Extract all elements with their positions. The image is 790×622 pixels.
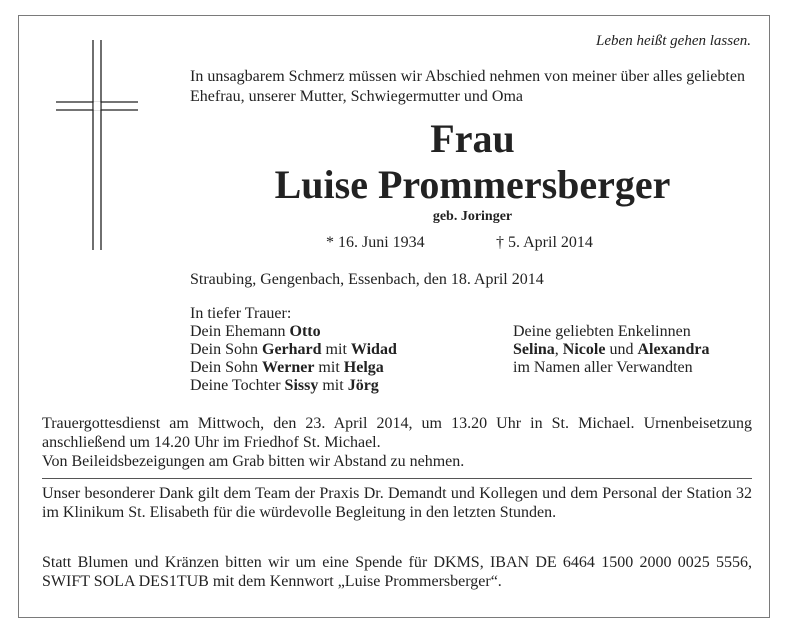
relatives-line: im Namen aller Verwandten bbox=[513, 359, 693, 376]
mourner-line: Deine Tochter Sissy mit Jörg bbox=[190, 377, 379, 394]
mourners-heading: In tiefer Trauer: bbox=[190, 305, 292, 322]
cross-icon bbox=[56, 40, 138, 250]
grandchildren-heading: Deine geliebten Enkelinnen bbox=[513, 323, 691, 340]
deceased-name: Luise Prommersberger bbox=[274, 162, 671, 207]
condolence-note: Von Beileidsbezeigungen am Grab bitten wir Abstand zu nehmen. bbox=[42, 453, 465, 470]
service-text: Trauergottesdienst am Mittwoch, den 23. April 2014, um 13.20 Uhr in St. Michael. Urnenbeisetzung anschließend um 14.20 Uhr im Friedhof St. Michael. bbox=[42, 415, 752, 451]
mourner-line: Dein Ehemann Otto bbox=[190, 323, 321, 340]
death-date: † 5. April 2014 bbox=[496, 234, 593, 251]
mourners-right bbox=[513, 323, 709, 377]
grandchildren-names: Selina, Nicole und Alexandra bbox=[513, 341, 710, 358]
motto: Leben heißt gehen lassen. bbox=[596, 33, 751, 49]
place-date: Straubing, Gengenbach, Essenbach, den 18. April 2014 bbox=[190, 271, 544, 288]
thanks-text: Unser besonderer Dank gilt dem Team der Praxis Dr. Demandt und Kollegen und dem Personal der Station 32 im Klinikum St. Elisabeth für die würdevolle Begleitung in den letzten Stunden. bbox=[42, 485, 752, 521]
maiden-name: geb. Joringer bbox=[432, 209, 513, 224]
donation-text: Statt Blumen und Kränzen bitten wir um eine Spende für DKMS, IBAN DE 6464 1500 2000 0025 5556, SWIFT SOLA DES1TUB mit dem Kennwort „Luise Prommersberger“. bbox=[42, 554, 752, 590]
salutation: Frau bbox=[430, 116, 515, 161]
mourner-line: Dein Sohn Gerhard mit Widad bbox=[190, 341, 397, 358]
divider bbox=[42, 478, 752, 479]
intro-text: In unsagbarem Schmerz müssen wir Abschied nehmen von meiner über alles geliebten Ehefrau, unserer Mutter, Schwiegermutter und Oma bbox=[190, 68, 745, 105]
birth-date: * 16. Juni 1934 bbox=[326, 234, 425, 251]
service-info bbox=[42, 414, 752, 471]
mourner-line: Dein Sohn Werner mit Helga bbox=[190, 359, 384, 376]
mourners-left bbox=[190, 305, 397, 395]
